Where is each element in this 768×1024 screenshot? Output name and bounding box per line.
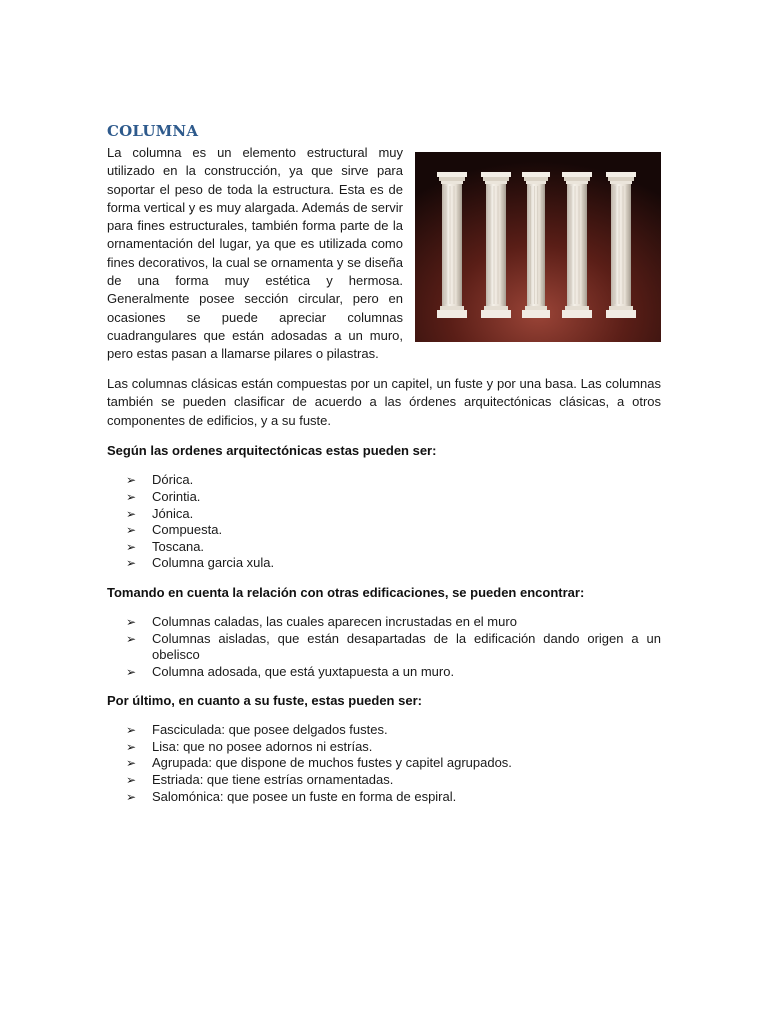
- list-item-text: Agrupada: que dispone de muchos fustes y capitel agrupados.: [152, 755, 512, 771]
- arrow-bullet-icon: ➢: [126, 539, 137, 554]
- list-item-text: Dórica.: [152, 472, 194, 488]
- list-item-text: Salomónica: que posee un fuste en forma de espiral.: [152, 788, 457, 804]
- list-item-text: Columna garcia xula.: [152, 555, 275, 571]
- list-item: [126, 539, 661, 556]
- list-item-text: Fasciculada: que posee delgados fustes.: [152, 722, 388, 738]
- list-item-text: Columna adosada, que está yuxtapuesta a un muro.: [152, 663, 455, 679]
- list-item-text: Lisa: que no posee adornos ni estrías.: [152, 738, 373, 754]
- arrow-bullet-icon: ➢: [126, 489, 137, 504]
- section-shaft-heading: Por último, en cuanto a su fuste, estas pueden ser:: [107, 693, 422, 709]
- list-item-text: Columnas caladas, las cuales aparecen incrustadas en el muro: [152, 613, 517, 629]
- list-item: [126, 664, 661, 681]
- arrow-bullet-icon: ➢: [126, 523, 137, 538]
- list-item-text: Compuesta.: [152, 522, 223, 538]
- list-item: [126, 472, 661, 489]
- list-item-text: Toscana.: [152, 538, 205, 554]
- composition-paragraph: Las columnas clásicas están compuestas por un capitel, un fuste y por una basa. Las columnas también se pueden clasificar de acuerdo a las órdenes arquitectónicas clásicas, a otros componentes de edificios, y a su fuste.: [107, 375, 661, 428]
- list-item: [126, 489, 661, 506]
- list-item: [126, 631, 661, 664]
- arrow-bullet-icon: ➢: [126, 614, 137, 629]
- arrow-bullet-icon: ➢: [126, 506, 137, 521]
- orders-list: [107, 472, 661, 572]
- arrow-bullet-icon: ➢: [126, 789, 137, 804]
- arrow-bullet-icon: ➢: [126, 723, 137, 738]
- list-item-text: Estriada: que tiene estrías ornamentadas.: [152, 772, 394, 788]
- section-relation-heading: Tomando en cuenta la relación con otras edificaciones, se pueden encontrar:: [107, 584, 585, 600]
- list-item: [126, 789, 661, 806]
- columns-photo: [415, 152, 661, 342]
- section-orders-heading: Según las ordenes arquitectónicas estas pueden ser:: [107, 443, 437, 459]
- list-item-text: Jónica.: [152, 505, 194, 521]
- list-item: [126, 506, 661, 523]
- list-item: [126, 722, 661, 739]
- list-item-text: Columnas aisladas, que están desapartadas de la edificación dando origen a un obelisco: [152, 630, 661, 663]
- intro-section: [107, 144, 661, 364]
- list-item: [126, 555, 661, 572]
- list-item: [126, 772, 661, 789]
- arrow-bullet-icon: ➢: [126, 773, 137, 788]
- arrow-bullet-icon: ➢: [126, 556, 137, 571]
- list-item: [126, 522, 661, 539]
- list-item: [126, 614, 661, 631]
- arrow-bullet-icon: ➢: [126, 739, 137, 754]
- intro-paragraph: La columna es un elemento estructural muy utilizado en la construcción, ya que sirve para soportar el peso de toda la estructura. Esta es de forma vertical y es muy alargada. Además de servir para fines estructurales, también forma parte de la ornamentación del lugar, ya que es utilizada como fines decorativos, la cual se ornamenta y se diseña de una forma muy estética y hermosa. Generalmente posee sección circular, pero en ocasiones se puede apreciar columnas cuadrangulares que están adosadas a un muro, pero estas pasan a llamarse pilares o pilastras.: [107, 145, 403, 362]
- list-item: [126, 739, 661, 756]
- shaft-list: [107, 722, 661, 805]
- document-page: [107, 122, 661, 805]
- arrow-bullet-icon: ➢: [126, 473, 137, 488]
- relation-list: [107, 614, 661, 680]
- list-item-text: Corintia.: [152, 488, 201, 504]
- document-title: COLUMNA: [107, 122, 199, 140]
- arrow-bullet-icon: ➢: [126, 631, 137, 646]
- arrow-bullet-icon: ➢: [126, 756, 137, 771]
- arrow-bullet-icon: ➢: [126, 664, 137, 679]
- list-item: [126, 755, 661, 772]
